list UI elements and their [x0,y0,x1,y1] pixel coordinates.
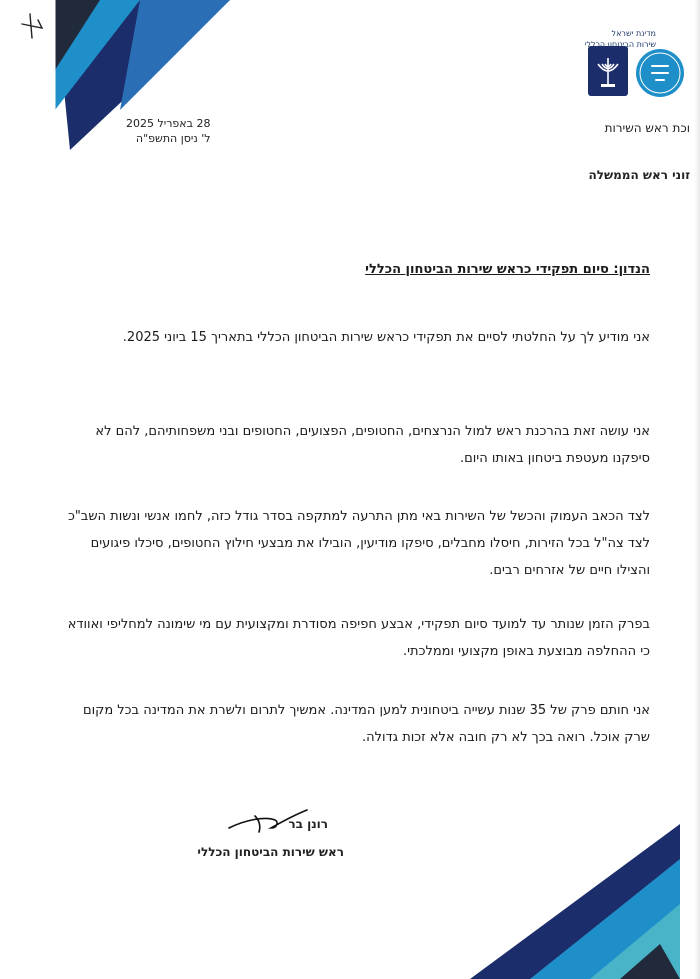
paragraph-1: אני מודיע לך על החלטתי לסיים את תפקידי כראש שירות הביטחון הכללי בתאריך 15 ביוני 2025. [122,330,650,345]
handwritten-mark-icon [16,10,56,50]
letter-subject: הנדון: סיום תפקידי כראש שירות הביטחון הכללי [365,262,650,277]
signatory-title: ראש שירות הביטחון הכללי [197,845,344,859]
org-line-agency: שירות הביטחון הכללי [584,40,656,49]
signatory-name: רונן בר [288,817,328,831]
shin-bet-logo-icon [636,49,684,97]
org-line-state: מדינת ישראל [611,29,656,38]
date-gregorian: 28 באפריל 2025 [126,117,211,130]
recipient-line: זוני ראש הממשלה [588,168,690,182]
paragraph-2: אני עושה זאת בהרכנת ראש למול הנרצחים, החטופים, הפצועים, החטופים ובני משפחותיהם, להם לא סיפקנו מעטפת ביטחון באותו היום. [95,424,650,466]
paragraph-4: בפרק הזמן שנותר עד למועד סיום תפקידי, אבצע חפיפה מסודרת ומקצועית עם מי שימונה למחליפי ואוודא כי ההחלפה מבוצעת באופן מקצועי וממלכתי. [67,617,650,659]
paragraph-5: אני חותם פרק של 35 שנות עשייה ביטחונית למען המדינה. אמשיך לתרום ולשרת את המדינה בכל מקום שרק אוכל. רואה בכך לא רק חובה אלא זכות גדולה. [82,703,650,745]
paragraph-3: לצד הכאב העמוק והכשל של השירות באי מתן התרעה למתקפה בסדר גודל כזה, לחמו אנשי ונשות השב"כ לצד צה"ל בכל הזירות, חיסלו מחבלים, סיפקו מודיעין, הובילו את מבצעי חילוץ החטופים, סיכלו פיגועים והצילו חיים של אזרחים רבים. [67,509,650,578]
corner-decoration-bottom-right [470,804,700,979]
department-line: וכת ראש השירות [604,121,690,135]
date-hebrew: ל' ניסן התשפ"ה [135,132,211,145]
state-emblem-menorah-icon [588,46,628,96]
organization-name [585,28,656,50]
date-block [126,116,211,146]
